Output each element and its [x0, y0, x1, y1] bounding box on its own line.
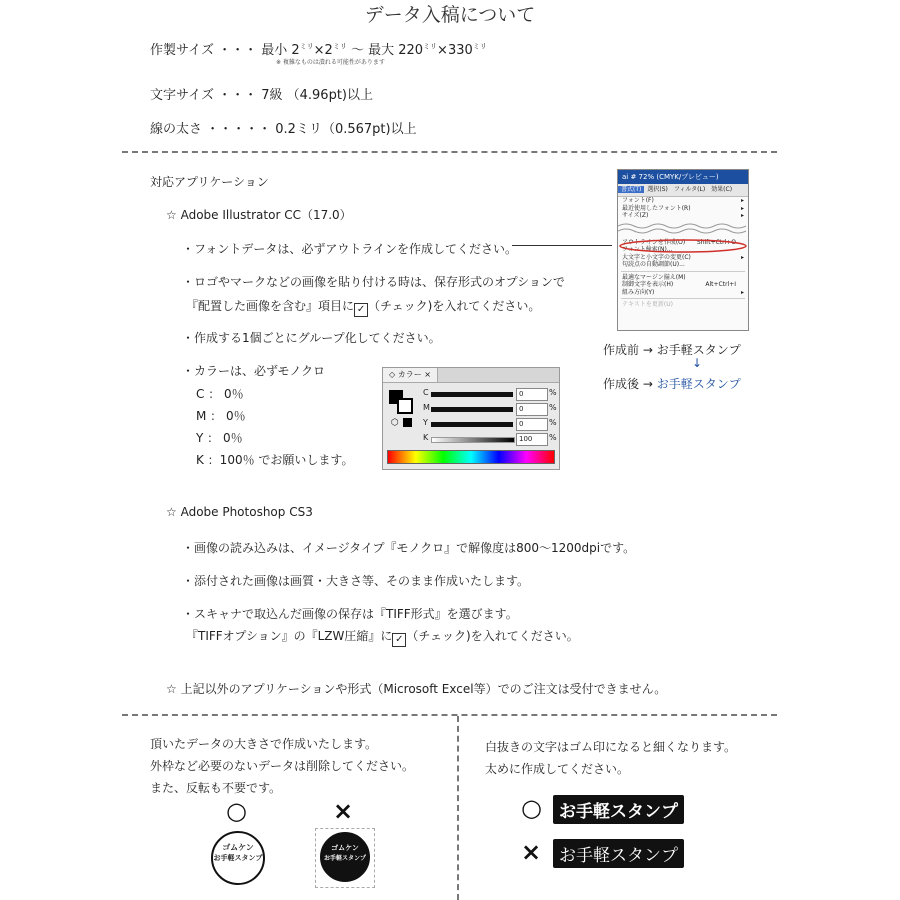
slider-c: C 0 % — [423, 388, 555, 401]
size-note: ※ 複雑なものは潰れる可能性があります — [276, 59, 385, 66]
ps-bullet-lzw: 『TIFFオプション』の『LZW圧縮』に ✓ （チェック)を入れてください。 — [186, 629, 579, 645]
checkbox-icon: ✓ — [354, 303, 368, 317]
ai-bullet-embed: ・ロゴやマークなどの画像を貼り付ける時は、保存形式のオプションで — [182, 275, 565, 289]
ps-bullet-import: ・画像の読み込みは、イメージタイプ『モノクロ』で解像度は800～1200dpiです。 — [182, 541, 636, 555]
apps-heading: 対応アプリケーション — [150, 175, 269, 189]
menu-tab-select: 選択(S) — [647, 186, 668, 193]
size-spec: 作製サイズ ・・・ 最小 $2^{ミリ}\times 2^{ミリ}$ ～ 最大 $220^{ミリ}\times 330^{ミリ}$ — [150, 42, 487, 58]
menu-item: フォント(F) ▸ — [622, 197, 744, 204]
good-circle-icon: ○ — [521, 794, 542, 822]
outline-before: 作成前 → お手軽スタンプ — [603, 343, 741, 357]
ai-bullet-outline: ・フォントデータは、必ずアウトラインを作成してください。 — [182, 242, 518, 256]
ai-bullet-embed-2: 『配置した画像を含む』項目に ✓ （チェック)を入れてください。 — [186, 299, 541, 315]
menu-item-outline: アウトラインを作成(O) Shift+Ctrl+O — [622, 238, 736, 246]
slider-y: Y 0 % — [423, 418, 555, 431]
cmyk-k: K ：100％ でお願いします。 — [196, 453, 354, 467]
bl-line-1: 頂いたデータの大きさで作成いたします。 — [150, 737, 378, 751]
page-title: データ入稿について — [364, 4, 536, 26]
cube-icon: ⬡ — [391, 418, 399, 428]
cmyk-m: M ： 0％ — [196, 409, 246, 423]
text-size-spec: 文字サイズ ・・・ 7級 （4.96pt)以上 — [150, 88, 373, 103]
menu-item: 大文字と小文字の変更(C) ▸ — [622, 253, 744, 261]
line-width-spec: 線の太さ ・・・・・ 0.2ミリ（0.567pt)以上 — [150, 122, 417, 137]
photoshop-heading: ☆ Adobe Photoshop CS3 — [166, 505, 313, 519]
menu-item: サイズ(Z) ▸ — [622, 212, 744, 219]
bad-cross-icon: × — [333, 797, 354, 825]
bl-line-3: また、反転も不要です。 — [150, 781, 282, 795]
stamp-good-sample: ゴムケン お手軽スタンプ — [211, 831, 265, 885]
black-chip — [403, 418, 412, 427]
bl-line-2: 外枠など必要のないデータは削除してください。 — [150, 759, 415, 773]
checkbox-icon: ✓ — [392, 633, 406, 647]
menu-item: テキストを更新(U) — [622, 301, 673, 308]
divider-vertical — [457, 716, 459, 900]
slider-k: K 100 % — [423, 433, 555, 446]
illustrator-type-menu — [617, 169, 749, 331]
br-line-2: 太めに作成してください。 — [485, 762, 630, 776]
stroke-swatch — [397, 398, 413, 414]
good-circle-icon: ○ — [226, 797, 247, 825]
menu-title-bar: ai # 72% (CMYK/プレビュー) — [618, 170, 748, 184]
menu-tab-filter: フィルタ(L) — [673, 186, 706, 193]
menu-item: 制御文字を表示(H) Alt+Ctrl+I — [622, 281, 736, 288]
menu-item: フォント検索(N)... — [622, 246, 673, 253]
br-line-1: 白抜きの文字はゴム印になると細くなります。 — [485, 740, 737, 754]
divider-bottom — [122, 714, 777, 716]
stamp-bad-sample: ゴムケン お手軽スタンプ — [320, 832, 370, 882]
menu-item: 組み方向(Y) ▸ — [622, 288, 744, 296]
bad-cross-icon: × — [521, 838, 542, 866]
color-panel — [382, 367, 560, 470]
menu-item: 最近使用したフォント(R) ▸ — [622, 204, 744, 212]
ai-bullet-group: ・作成する1個ごとにグループ化してください。 — [182, 331, 441, 345]
divider-top — [122, 151, 777, 153]
other-apps-note: ☆ 上記以外のアプリケーションや形式（Microsoft Excel等）でのご注文は受付できません。 — [166, 682, 667, 696]
cmyk-c: C ： 0％ — [196, 387, 244, 401]
outline-highlight-ellipse — [618, 170, 748, 330]
slider-m: M 0 % — [423, 403, 555, 416]
color-spectrum — [387, 450, 555, 464]
outline-down-arrow: ↓ — [692, 356, 703, 370]
menu-tab-type: 書式(T) — [618, 186, 644, 193]
menu-item: 最適なマージン揃え(M) — [622, 273, 686, 281]
label-bad-sample: お手軽スタンプ — [553, 839, 684, 868]
illustrator-heading: ☆ Adobe Illustrator CC（17.0） — [166, 208, 352, 222]
menu-tab-effect: 効果(C) — [711, 186, 733, 193]
ai-bullet-color: ・カラーは、必ずモノクロ — [182, 364, 326, 378]
label-good-sample: お手軽スタンプ — [553, 795, 684, 824]
ps-bullet-attached: ・添付された画像は画質・大きさ等、そのまま作成いたします。 — [182, 574, 530, 588]
outline-pointer-line — [512, 245, 612, 246]
cmyk-y: Y ： 0％ — [196, 431, 243, 445]
ps-bullet-scanner: ・スキャナで取込んだ画像の保存は『TIFF形式』を選びます。 — [182, 607, 518, 621]
outline-after: 作成後 → お手軽スタンプ — [603, 377, 741, 391]
menu-item: 句読点の自動調節(U)... — [622, 261, 685, 268]
color-panel-header: ◇ カラー × — [383, 368, 559, 383]
